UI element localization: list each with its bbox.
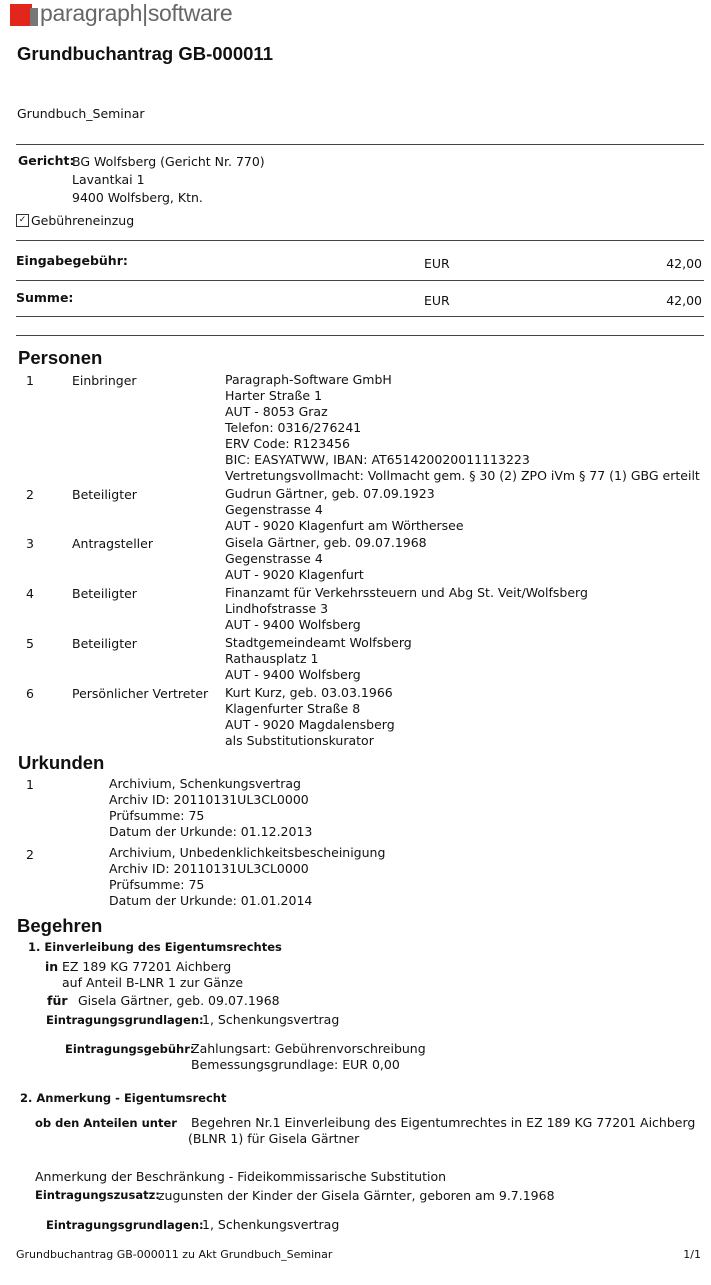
document-details <box>109 845 385 909</box>
person-details <box>225 635 412 683</box>
person-line: Harter Straße 1 <box>225 388 323 403</box>
gebuehr-line: Bemessungsgrundlage: EUR 0,00 <box>191 1057 400 1072</box>
court-line: 9400 Wolfsberg, Ktn. <box>72 190 203 205</box>
person-details <box>225 486 464 534</box>
fee-currency: EUR <box>424 256 450 271</box>
footer-text: Grundbuchantrag GB-000011 zu Akt Grundbuch_Seminar <box>16 1248 333 1261</box>
fee-amount: 42,00 <box>666 256 702 271</box>
court-address <box>72 153 265 207</box>
page-number: 1/1 <box>683 1248 701 1261</box>
person-line: AUT - 9400 Wolfsberg <box>225 617 361 632</box>
eintragungszusatz-value: zugunsten der Kinder der Gisela Gärnter, geboren am 9.7.1968 <box>158 1188 555 1203</box>
court-line: Lavantkai 1 <box>72 172 145 187</box>
person-line: Klagenfurter Straße 8 <box>225 701 361 716</box>
person-line: Gegenstrasse 4 <box>225 551 323 566</box>
brand-logo-bar <box>30 8 38 26</box>
person-line: als Substitutionskurator <box>225 733 374 748</box>
person-number: 2 <box>26 487 34 502</box>
divider <box>16 144 704 145</box>
person-role: Einbringer <box>72 373 137 388</box>
person-details <box>225 372 700 484</box>
person-line: Paragraph-Software GmbH <box>225 372 392 387</box>
eintragungsgebuehr-label: Eintragungsgebühr: <box>65 1042 195 1056</box>
anmerkung-text: Anmerkung der Beschränkung - Fideikommissarische Substitution <box>35 1169 447 1184</box>
court-label: Gericht: <box>18 153 75 168</box>
fee-label: Eingabegebühr: <box>16 253 128 268</box>
person-line: Gudrun Gärtner, geb. 07.09.1923 <box>225 486 435 501</box>
person-line: AUT - 8053 Graz <box>225 404 328 419</box>
in-value: EZ 189 KG 77201 Aichberg <box>62 959 232 974</box>
person-line: AUT - 9020 Magdalensberg <box>225 717 395 732</box>
person-number: 4 <box>26 586 34 601</box>
person-role: Beteiligter <box>72 487 137 502</box>
in-share: auf Anteil B-LNR 1 zur Gänze <box>62 975 244 990</box>
person-line: BIC: EASYATWW, IBAN: AT651420020011113223 <box>225 452 530 467</box>
person-details <box>225 585 588 633</box>
person-line: Rathausplatz 1 <box>225 651 319 666</box>
sum-label: Summe: <box>16 290 74 305</box>
in-label: in <box>45 959 59 974</box>
document-line: Archiv ID: 20110131UL3CL0000 <box>109 792 309 807</box>
section-heading-begehren: Begehren <box>17 915 103 936</box>
akt-name: Grundbuch_Seminar <box>17 106 145 121</box>
fee-collection-label: Gebühreneinzug <box>31 213 135 228</box>
brand-logo-text: paragraph|software <box>40 0 233 26</box>
eintragungszusatz-label: Eintragungszusatz: <box>35 1188 160 1202</box>
document-line: Archiv ID: 20110131UL3CL0000 <box>109 861 309 876</box>
document-line: Datum der Urkunde: 01.12.2013 <box>109 824 313 839</box>
anteile-value-cont: (BLNR 1) für Gisela Gärtner <box>188 1131 360 1146</box>
fee-collection-checkbox[interactable]: ✓ <box>16 214 29 227</box>
person-details <box>225 535 427 583</box>
divider <box>16 280 704 281</box>
divider <box>16 335 704 336</box>
begehren-item1-title: 1. Einverleibung des Eigentumsrechtes <box>28 940 282 954</box>
anteile-label: ob den Anteilen unter <box>35 1116 177 1130</box>
document-number: 1 <box>26 777 34 792</box>
divider <box>16 240 704 241</box>
person-number: 6 <box>26 686 34 701</box>
person-number: 5 <box>26 636 34 651</box>
section-heading-personen: Personen <box>18 347 103 368</box>
person-line: Gisela Gärtner, geb. 09.07.1968 <box>225 535 427 550</box>
person-line: Gegenstrasse 4 <box>225 502 323 517</box>
person-line: AUT - 9020 Klagenfurt am Wörthersee <box>225 518 464 533</box>
eintragungsgrundlagen-value: 1, Schenkungsvertrag <box>202 1217 340 1232</box>
person-line: Kurt Kurz, geb. 03.03.1966 <box>225 685 393 700</box>
person-line: Stadtgemeindeamt Wolfsberg <box>225 635 412 650</box>
person-line: Telefon: 0316/276241 <box>225 420 362 435</box>
person-line: ERV Code: R123456 <box>225 436 351 451</box>
person-details <box>225 685 395 749</box>
person-role: Antragsteller <box>72 536 153 551</box>
gebuehr-line: Zahlungsart: Gebührenvorschreibung <box>191 1041 426 1056</box>
eintragungsgrundlagen-label: Eintragungsgrundlagen: <box>46 1013 204 1027</box>
anteile-value: Begehren Nr.1 Einverleibung des Eigentumrechtes in EZ 189 KG 77201 Aichberg <box>191 1115 696 1130</box>
document-line: Prüfsumme: 75 <box>109 808 205 823</box>
document-number: 2 <box>26 847 34 862</box>
document-title: Grundbuchantrag GB-000011 <box>17 43 273 64</box>
person-line: Vertretungsvollmacht: Vollmacht gem. § 30 (2) ZPO iVm § 77 (1) GBG erteilt <box>225 468 700 483</box>
divider <box>16 316 704 317</box>
eintragungsgrundlagen-label: Eintragungsgrundlagen: <box>46 1218 204 1232</box>
person-role: Beteiligter <box>72 586 137 601</box>
person-line: AUT - 9020 Klagenfurt <box>225 567 364 582</box>
person-number: 3 <box>26 536 34 551</box>
sum-amount: 42,00 <box>666 293 702 308</box>
person-role: Persönlicher Vertreter <box>72 686 209 701</box>
brand-logo-square <box>10 4 32 26</box>
person-number: 1 <box>26 373 34 388</box>
document-line: Archivium, Schenkungsvertrag <box>109 776 301 791</box>
document-line: Datum der Urkunde: 01.01.2014 <box>109 893 313 908</box>
document-line: Archivium, Unbedenklichkeitsbescheinigung <box>109 845 386 860</box>
person-role: Beteiligter <box>72 636 137 651</box>
person-line: Lindhofstrasse 3 <box>225 601 329 616</box>
document-line: Prüfsumme: 75 <box>109 877 205 892</box>
court-line: BG Wolfsberg (Gericht Nr. 770) <box>72 154 265 169</box>
fuer-label: für <box>47 993 68 1008</box>
person-line: AUT - 9400 Wolfsberg <box>225 667 361 682</box>
begehren-item2-title: 2. Anmerkung - Eigentumsrecht <box>20 1091 227 1105</box>
eintragungsgebuehr-details <box>191 1041 426 1073</box>
sum-currency: EUR <box>424 293 450 308</box>
section-heading-urkunden: Urkunden <box>18 752 105 773</box>
person-line: Finanzamt für Verkehrssteuern und Abg St. Veit/Wolfsberg <box>225 585 588 600</box>
fuer-value: Gisela Gärtner, geb. 09.07.1968 <box>78 993 280 1008</box>
eintragungsgrundlagen-value: 1, Schenkungsvertrag <box>202 1012 340 1027</box>
document-details <box>109 776 312 840</box>
